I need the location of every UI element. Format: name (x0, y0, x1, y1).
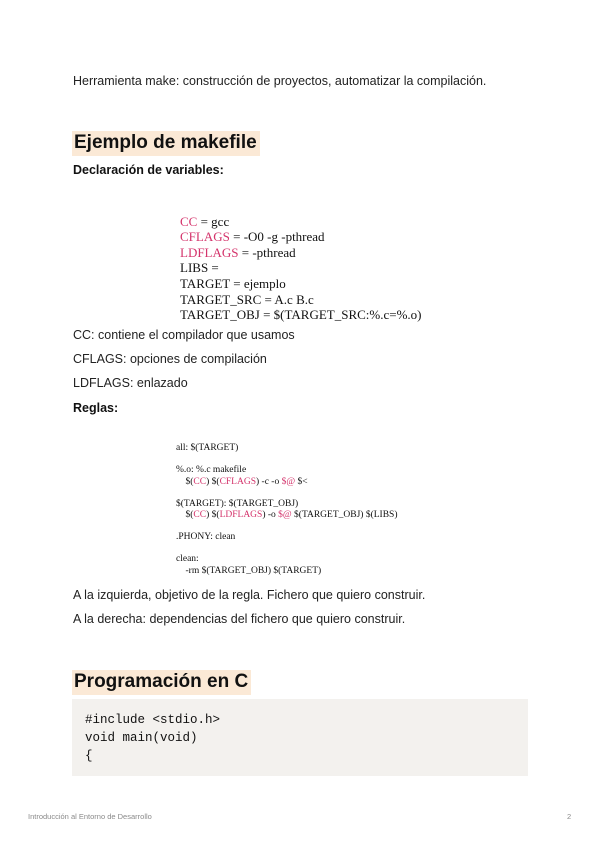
section-heading-makefile: Ejemplo de makefile (72, 131, 260, 156)
subheading-rules: Reglas: (73, 401, 119, 415)
code-line: TARGET_OBJ = $(TARGET_SRC:%.c=%.o) (180, 307, 422, 323)
rule-all: all: $(TARGET) (176, 443, 239, 454)
code-line: TARGET_SRC = A.c B.c (180, 291, 314, 307)
desc-cflags: CFLAGS: opciones de compilación (73, 352, 267, 366)
rule-objects: %.o: %.c makefile $(CC) $(CFLAGS) -c -o $@ $< (176, 465, 308, 487)
code-line: #include <stdio.h> (85, 713, 221, 727)
c-code-block (72, 699, 528, 776)
code-line: { (85, 749, 93, 763)
intro-paragraph: Herramienta make: construcción de proyectos, automatizar la compilación. (73, 74, 487, 88)
code-line: void main(void) (85, 731, 198, 745)
rule-phony: .PHONY: clean (176, 532, 236, 543)
code-line: LIBS = (180, 260, 219, 276)
code-line: TARGET = ejemplo (180, 275, 286, 291)
rule-clean: clean: -rm $(TARGET_OBJ) $(TARGET) (176, 554, 322, 576)
desc-cc: CC: contiene el compilador que usamos (73, 328, 295, 342)
desc-ldflags: LDFLAGS: enlazado (73, 376, 188, 390)
rules-code-image (176, 432, 398, 610)
right-side-description: A la derecha: dependencias del fichero que quiero construir. (73, 612, 406, 626)
left-side-description: A la izquierda, objetivo de la regla. Fichero que quiero construir. (73, 588, 426, 602)
footer-page-number: 2 (567, 812, 572, 821)
subheading-variables: Declaración de variables: (73, 163, 224, 177)
rule-target: $(TARGET): $(TARGET_OBJ) $(CC) $(LDFLAGS) -o $@ $(TARGET_OBJ) $(LIBS) (176, 498, 398, 521)
code-line: CFLAGS = -O0 -g -pthread (180, 229, 325, 245)
code-line: CC = gcc (180, 213, 230, 229)
footer-document-title: Introducción al Entorno de Desarrollo (28, 812, 152, 821)
code-line: LDFLAGS = -pthread (180, 244, 296, 260)
section-heading-c-programming: Programación en C (72, 670, 251, 695)
